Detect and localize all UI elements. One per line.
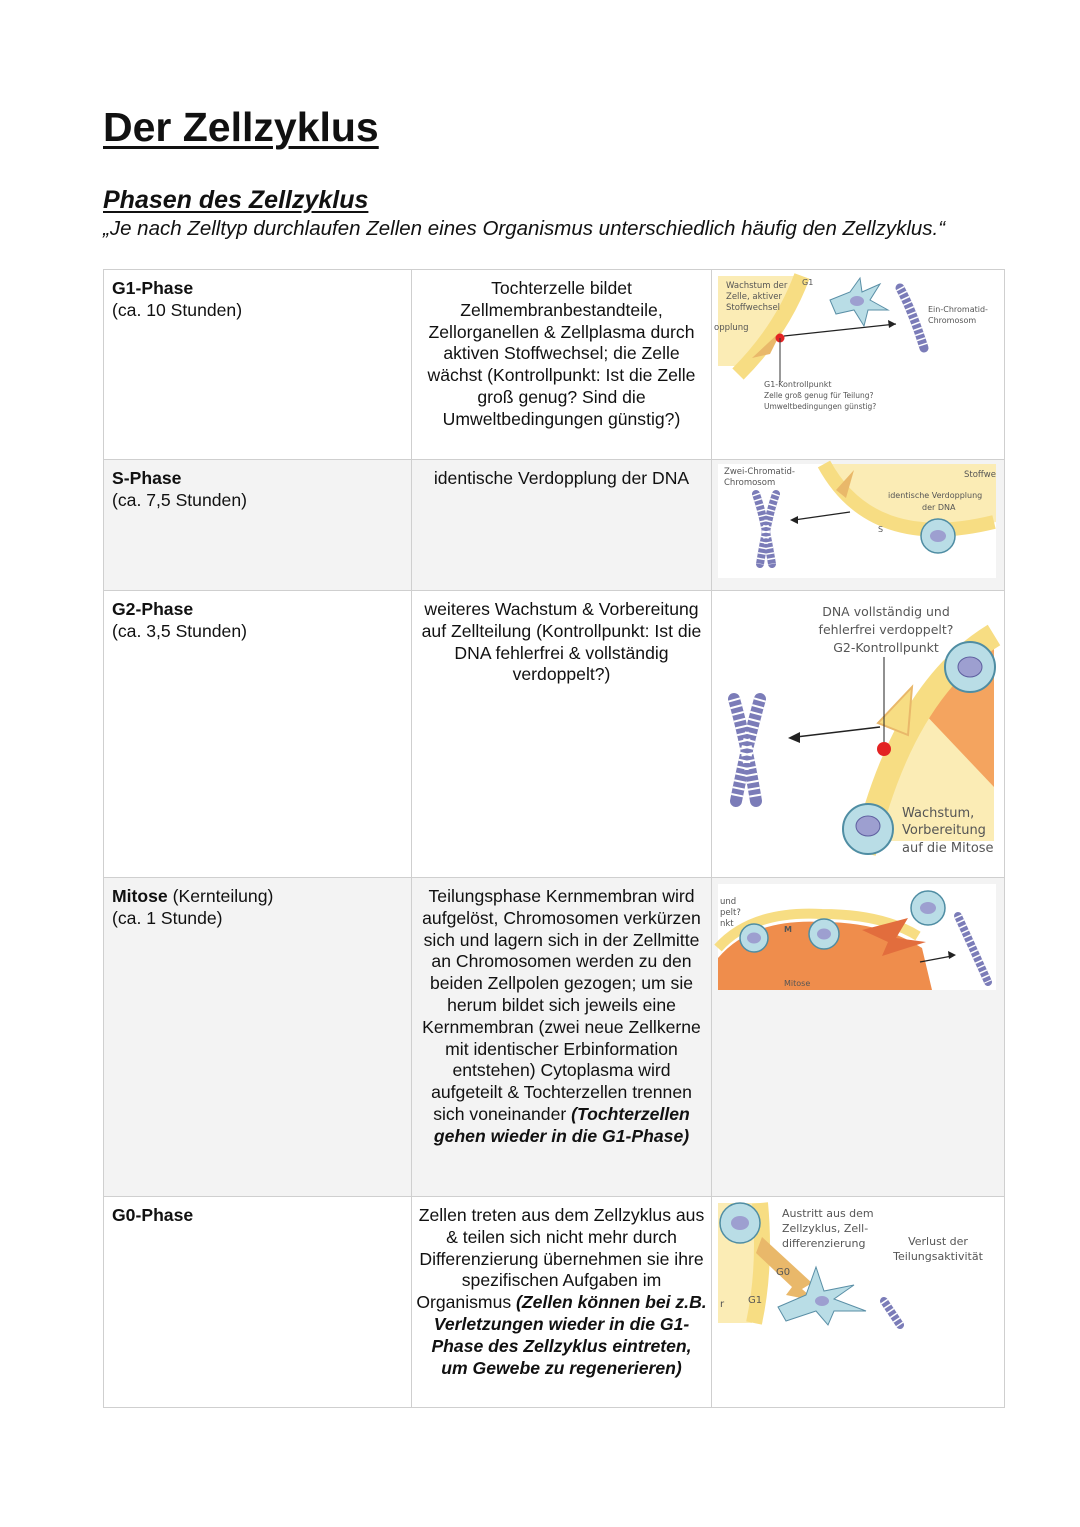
cell-icon [809, 919, 839, 949]
svg-text:Wachstum der: Wachstum der [726, 281, 788, 291]
phase-description [412, 591, 712, 878]
svg-text:Vorbereitung: Vorbereitung [902, 823, 986, 838]
cell-icon [921, 519, 955, 553]
phase-description-emphasis: (Tochterzellen gehen wieder in die G1-Phase) [433, 1103, 690, 1146]
phase-name-suffix: (Kernteilung) [167, 886, 274, 906]
phase-description [412, 270, 712, 460]
svg-text:Austritt aus dem: Austritt aus dem [782, 1207, 874, 1220]
phase-name-line [112, 886, 403, 908]
phase-description [412, 878, 712, 1197]
svg-text:G0: G0 [776, 1267, 791, 1278]
svg-text:identische Verdopplung: identische Verdopplung [888, 491, 983, 500]
g2-phase-figure [712, 591, 1004, 877]
phase-description-text: identische Verdopplung der DNA [433, 468, 690, 488]
mitosis-figure [712, 878, 1004, 1196]
svg-text:und: und [720, 897, 737, 907]
svg-text:Chromosom: Chromosom [928, 316, 977, 325]
phase-name: G2-Phase [112, 599, 194, 619]
svg-text:G1: G1 [802, 278, 814, 287]
phase-description-text: Zellen treten aus dem Zellzyklus aus & teilen sich nicht mehr durch Differenzierung übernehmen sie ihre spezifischen Aufgaben im Organismus [416, 1205, 705, 1313]
phase-row-g1 [104, 270, 1005, 460]
cell-icon [843, 804, 893, 854]
phase-name: Mitose [112, 886, 168, 906]
section-heading: Phasen des Zellzyklus [103, 186, 369, 214]
phase-duration: (ca. 7,5 Stunden) [112, 489, 247, 510]
cell-icon [911, 891, 945, 925]
svg-text:G1: G1 [748, 1295, 763, 1306]
phase-name: G0-Phase [112, 1205, 194, 1225]
svg-text:opplung: opplung [714, 323, 749, 333]
phase-name: G1-Phase [112, 278, 194, 298]
svg-text:pelt?: pelt? [720, 908, 741, 918]
svg-text:Zelle, aktiver: Zelle, aktiver [726, 292, 782, 302]
phase-figure-cell [712, 878, 1005, 1197]
svg-text:Zelle groß genug für Teilung?: Zelle groß genug für Teilung? [764, 391, 874, 400]
svg-text:Zellzyklus, Zell-: Zellzyklus, Zell- [782, 1222, 869, 1235]
phase-description [412, 460, 712, 591]
phase-figure-cell [712, 460, 1005, 591]
checkpoint-marker [877, 742, 891, 756]
svg-text:G1-Kontrollpunkt: G1-Kontrollpunkt [764, 380, 832, 389]
svg-text:fehlerfrei verdoppelt?: fehlerfrei verdoppelt? [818, 622, 954, 637]
svg-text:G2-Kontrollpunkt: G2-Kontrollpunkt [833, 640, 939, 655]
svg-text:Verlust der: Verlust der [908, 1235, 968, 1248]
svg-text:M: M [784, 925, 792, 934]
phase-description-text: Tochterzelle bildet Zellmembranbestandteile, Zellorganellen & Zellplasma durch aktiven Stoffwechsel; die Zelle wächst (Kontrollpunkt: Ist die Zelle groß genug? Sind die Umweltbedingungen günstig?) [427, 278, 696, 429]
phase-row-g2 [104, 591, 1005, 878]
phase-duration: (ca. 10 Stunden) [112, 299, 243, 320]
svg-text:der DNA: der DNA [922, 503, 956, 512]
phase-name-cell [104, 878, 412, 1197]
phase-duration: (ca. 3,5 Stunden) [112, 620, 247, 641]
phase-description-text: weiteres Wachstum & Vorbereitung auf Zellteilung (Kontrollpunkt: Ist die DNA fehlerfrei & vollständig verdoppelt?) [421, 599, 702, 685]
phase-name-cell [104, 591, 412, 878]
phase-figure-cell [712, 1197, 1005, 1408]
phase-row-s [104, 460, 1005, 591]
cell-icon [945, 642, 995, 692]
svg-text:Wachstum,: Wachstum, [902, 806, 975, 821]
svg-text:DNA vollständig und: DNA vollständig und [822, 604, 950, 619]
phase-row-g0 [104, 1197, 1005, 1408]
svg-text:auf die Mitose: auf die Mitose [902, 841, 994, 856]
two-chromatid-chromosome-icon [734, 699, 760, 801]
phase-name-cell [104, 1197, 412, 1408]
s-phase-figure [712, 460, 1004, 590]
cell-icon [740, 924, 768, 952]
svg-text:Chromosom: Chromosom [724, 478, 776, 488]
phase-figure-cell [712, 591, 1005, 878]
cell-icon [720, 1203, 760, 1243]
svg-text:S: S [878, 525, 884, 534]
svg-text:differenzierung: differenzierung [782, 1237, 866, 1250]
phase-name: S-Phase [112, 468, 182, 488]
svg-text:Stoffwe: Stoffwe [964, 470, 996, 480]
svg-text:Ein-Chromatid-: Ein-Chromatid- [928, 305, 988, 314]
svg-text:r: r [720, 1299, 725, 1310]
phase-figure-cell [712, 270, 1005, 460]
phase-description-text: Teilungsphase Kernmembran wird aufgelöst, Chromosomen verkürzen sich und lagern sich in der Zellmitte an Chromosomen werden zu den beiden Zellpolen gezogen; um sie herum bildet sich jeweils eine Kernmembran (zwei neue Zellkerne mit identischer Erbinformation entstehen) Cytoplasma wird aufgeteilt & Tochterzellen trennen sich voneinander [422, 886, 701, 1124]
section-quote: „Je nach Zelltyp durchlaufen Zellen eines Organismus unterschiedlich häufig den Zellzyklus.“ [103, 217, 946, 240]
svg-text:Stoffwechsel: Stoffwechsel [726, 303, 781, 313]
svg-text:Umweltbedingungen günstig?: Umweltbedingungen günstig? [764, 402, 877, 411]
svg-text:Mitose: Mitose [784, 979, 811, 988]
phase-description-emphasis: (Zellen können bei z.B. Verletzungen wieder in die G1-Phase des Zellzyklus eintreten, um Gewebe zu regenerieren) [431, 1292, 707, 1378]
svg-text:Zwei-Chromatid-: Zwei-Chromatid- [724, 467, 795, 477]
phase-name-cell [104, 460, 412, 591]
phase-duration: (ca. 1 Stunde) [112, 907, 223, 928]
svg-text:nkt: nkt [720, 919, 734, 929]
g0-phase-figure [712, 1197, 1004, 1407]
g1-phase-figure [712, 270, 1004, 458]
phase-name-cell [104, 270, 412, 460]
phase-description [412, 1197, 712, 1408]
page-title: Der Zellzyklus [103, 104, 379, 150]
svg-text:Teilungsaktivität: Teilungsaktivität [893, 1250, 983, 1263]
phase-row-mitosis [104, 878, 1005, 1197]
cell-cycle-table [103, 269, 1005, 1408]
